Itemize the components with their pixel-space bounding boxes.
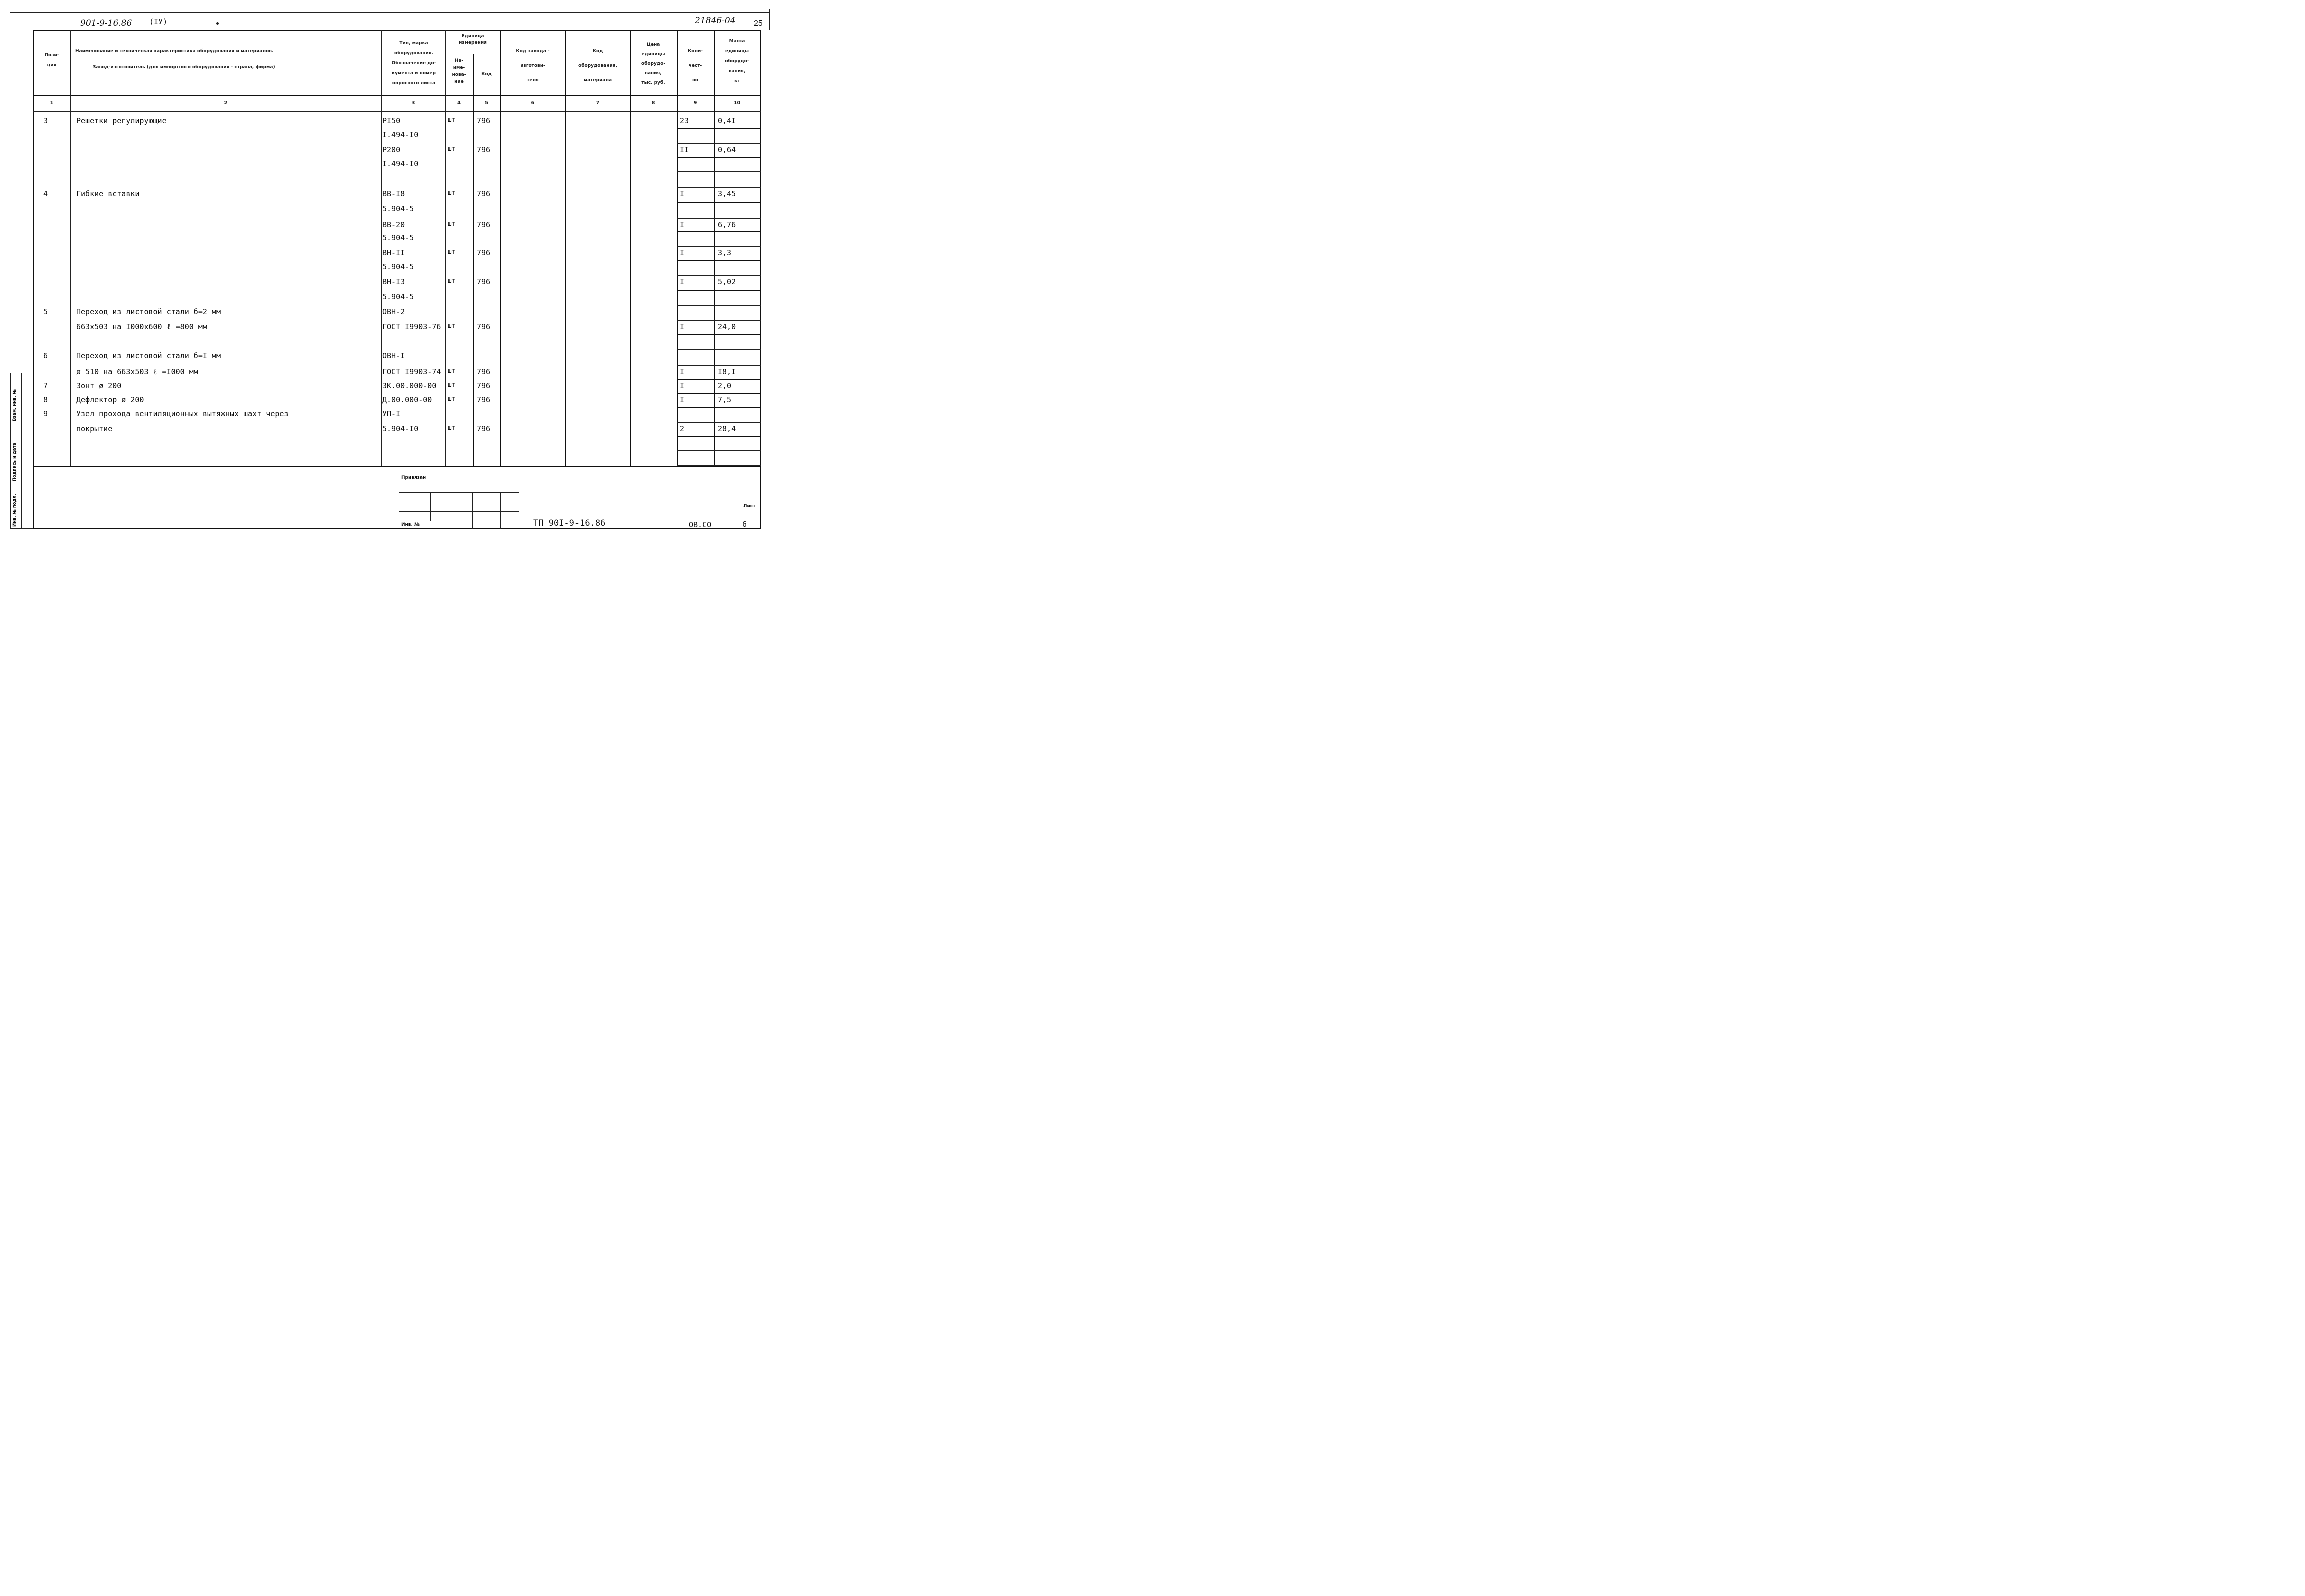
row-20-mass: 7,5 [718, 395, 732, 404]
row-18-type: ГОСТ I9903-74 [382, 367, 441, 376]
row-14-name: Переход из листовой стали б=2 мм [76, 307, 221, 316]
row-19-qty: I [680, 381, 685, 390]
row-rule-right [677, 320, 761, 321]
row-22-qty: 2 [680, 424, 685, 433]
side-stamp-vzam: Взам. инв. № [12, 389, 17, 421]
row-4-type: I.494-I0 [382, 159, 419, 168]
row-12-code: 796 [477, 277, 491, 286]
row-1-name: Решетки регулирующие [76, 116, 167, 125]
side-stamp-podpis: Подпись и дата [12, 442, 17, 481]
row-1-code: 796 [477, 116, 491, 125]
header-position: Пози- ция [44, 53, 59, 68]
row-2-type: I.494-I0 [382, 130, 419, 139]
header-mass: Масса единицы оборудо- вания, кг [725, 39, 749, 84]
row-19-name: Зонт ø 200 [76, 381, 122, 390]
sheet-number: 6 [742, 520, 747, 529]
row-3-mass: 0,64 [718, 145, 736, 154]
project-code: ТП 90I-9-16.86 [533, 518, 606, 528]
row-3-qty: II [680, 145, 689, 154]
top-rule [10, 12, 770, 13]
row-18-unit: шт [448, 367, 456, 375]
colnum-2: 2 [224, 100, 228, 106]
row-rule-right [677, 187, 761, 188]
row-20-pos: 8 [43, 395, 48, 404]
row-rule-right [677, 171, 761, 172]
roman-numeral: (IУ) [149, 17, 168, 26]
row-rule-right [677, 231, 761, 232]
row-18-mass: I8,I [718, 367, 736, 376]
row-6-pos: 4 [43, 189, 48, 198]
side-stamp-mid [21, 373, 22, 529]
row-22-code: 796 [477, 424, 491, 433]
header-unit-name: На- име- нова- ние [452, 58, 466, 84]
row-rule-right [677, 246, 761, 247]
header-equipment-code: Код оборудования, материала [578, 49, 617, 83]
row-6-mass: 3,45 [718, 189, 736, 198]
row-10-code: 796 [477, 248, 491, 257]
row-rule-right [677, 436, 761, 437]
row-21-name: Узел прохода вентиляционных вытяжных шахт через [76, 409, 289, 418]
row-rule-right [677, 379, 761, 380]
row-19-unit: шт [448, 381, 456, 389]
row-10-type: BH-II [382, 248, 405, 257]
row-9-type: 5.904-5 [382, 233, 414, 242]
row-6-qty: I [680, 189, 685, 198]
row-rule-right [677, 465, 761, 466]
row-8-qty: I [680, 220, 685, 229]
col-line-9 [714, 30, 715, 466]
row-20-code: 796 [477, 395, 491, 404]
colnum-9: 9 [693, 100, 697, 106]
row-8-mass: 6,76 [718, 220, 736, 229]
colnum-8: 8 [651, 100, 655, 106]
row-19-pos: 7 [43, 381, 48, 390]
row-rule-right [677, 407, 761, 408]
header-unit-code: Код [481, 72, 492, 77]
row-rule-right [677, 305, 761, 306]
colnum-3: 3 [411, 100, 415, 106]
sheet-label: Лист [743, 504, 756, 509]
row-20-unit: шт [448, 395, 456, 403]
row-6-name: Гибкие вставки [76, 189, 140, 198]
row-14-pos: 5 [43, 307, 48, 316]
row-15-name: 663х503 на I000х600 ℓ =800 мм [76, 322, 207, 331]
page-box-right [769, 9, 770, 30]
row-20-name: Дефлектор ø 200 [76, 395, 144, 404]
row-rule-right [677, 422, 761, 423]
row-8-code: 796 [477, 220, 491, 229]
row-12-unit: шт [448, 277, 456, 285]
row-21-pos: 9 [43, 409, 48, 418]
row-rule-right [677, 349, 761, 350]
header-bottom [33, 95, 761, 96]
header-plant-code: Код завода - изготови- теля [516, 49, 550, 83]
col-line-7 [630, 30, 631, 466]
header-name-line1: Наименование и техническая характеристика оборудования и материалов. [75, 49, 274, 54]
row-rule-right [677, 450, 761, 451]
row-19-mass: 2,0 [718, 381, 732, 390]
row-18-qty: I [680, 367, 685, 376]
row-rule-right [677, 218, 761, 219]
colnum-1: 1 [50, 100, 54, 106]
row-rule-right [677, 202, 761, 203]
row-14-type: OBH-2 [382, 307, 405, 316]
side-stamp-left [10, 373, 11, 529]
frame-top [33, 30, 761, 31]
row-20-qty: I [680, 395, 685, 404]
row-rule-right [677, 334, 761, 335]
row-8-type: BB-20 [382, 220, 405, 229]
frame-bottom [33, 528, 761, 529]
page-number: 25 [754, 19, 763, 28]
col-line-5 [500, 30, 501, 466]
row-22-name: покрытие [76, 424, 113, 433]
row-10-unit: шт [448, 248, 456, 256]
header-price: Цена единицы оборудо- вания, тыс. руб. [641, 42, 666, 85]
inv-no-label: Инв. № [401, 522, 420, 527]
row-11-type: 5.904-5 [382, 262, 414, 271]
row-15-mass: 24,0 [718, 322, 736, 331]
row-22-mass: 28,4 [718, 424, 736, 433]
frame-right [760, 30, 761, 529]
row-15-code: 796 [477, 322, 491, 331]
row-6-code: 796 [477, 189, 491, 198]
row-6-type: BB-I8 [382, 189, 405, 198]
row-rule-right [677, 393, 761, 394]
archive-number: 21846-04 [695, 16, 736, 26]
row-1-type: PI50 [382, 116, 401, 125]
row-20-type: Д.00.000-00 [382, 395, 432, 404]
row-3-code: 796 [477, 145, 491, 154]
col-line-4 [473, 54, 474, 466]
row-8-unit: шт [448, 220, 456, 228]
row-12-mass: 5,02 [718, 277, 736, 286]
row-19-type: ЗК.00.000-00 [382, 381, 437, 390]
row-19-code: 796 [477, 381, 491, 390]
col-line-3 [445, 30, 446, 466]
col-line-2 [381, 30, 382, 466]
row-17-pos: 6 [43, 351, 48, 360]
row-15-qty: I [680, 322, 685, 331]
col-line-8 [677, 30, 678, 466]
row-rule-right [677, 157, 761, 158]
row-10-mass: 3,3 [718, 248, 732, 257]
row-rule-right [677, 365, 761, 366]
row-21-type: УП-I [382, 409, 401, 418]
row-6-unit: шт [448, 189, 456, 197]
colnum-6: 6 [531, 100, 535, 106]
header-quantity: Коли- чест- во [687, 49, 703, 83]
row-22-type: 5.904-I0 [382, 424, 419, 433]
row-rule-right [677, 290, 761, 291]
row-18-name: ø 510 на 663х503 ℓ =I000 мм [76, 367, 198, 376]
row-22-unit: шт [448, 424, 456, 432]
row-rule-right [677, 275, 761, 276]
header-type: Тип, марка оборудования. Обозначение до- кумента и номер опросного листа [391, 41, 436, 86]
row-15-unit: шт [448, 322, 456, 330]
row-17-type: OBH-I [382, 351, 405, 360]
row-1-mass: 0,4I [718, 116, 736, 125]
row-1-unit: шт [448, 116, 456, 124]
row-1-qty: 23 [680, 116, 689, 125]
row-12-type: BH-I3 [382, 277, 405, 286]
row-1-pos: 3 [43, 116, 48, 125]
col-line-6 [565, 30, 566, 466]
row-3-unit: шт [448, 145, 456, 153]
row-7-type: 5.904-5 [382, 204, 414, 213]
colnum-5: 5 [485, 100, 488, 106]
row-rule-right [677, 128, 761, 129]
side-stamp-bottom [10, 528, 33, 529]
row-13-type: 5.904-5 [382, 292, 414, 301]
row-rule-right [677, 143, 761, 144]
row-rule-right [677, 260, 761, 261]
colnum-10: 10 [733, 100, 741, 106]
dot-mark [216, 22, 219, 25]
header-unit: Единица измерения [459, 34, 487, 45]
side-stamp-inv: Инв. № подл. [12, 494, 17, 527]
row-12-qty: I [680, 277, 685, 286]
row-17-name: Переход из листовой стали б=I мм [76, 351, 221, 360]
colnum-bottom [33, 111, 761, 112]
header-name-line2: Завод-изготовитель (для импортного оборудования - страна, фирма) [93, 65, 275, 70]
privyazan-label: Привязан [401, 475, 426, 480]
drawing-mark: ОВ.СО [689, 520, 712, 529]
row-3-type: P200 [382, 145, 401, 154]
colnum-4: 4 [457, 100, 461, 106]
col-line-1 [70, 30, 71, 466]
row-18-code: 796 [477, 367, 491, 376]
row-15-type: ГОСТ I9903-76 [382, 322, 441, 331]
colnum-7: 7 [596, 100, 600, 106]
document-code: 901-9-16.86 [80, 18, 132, 28]
row-10-qty: I [680, 248, 685, 257]
